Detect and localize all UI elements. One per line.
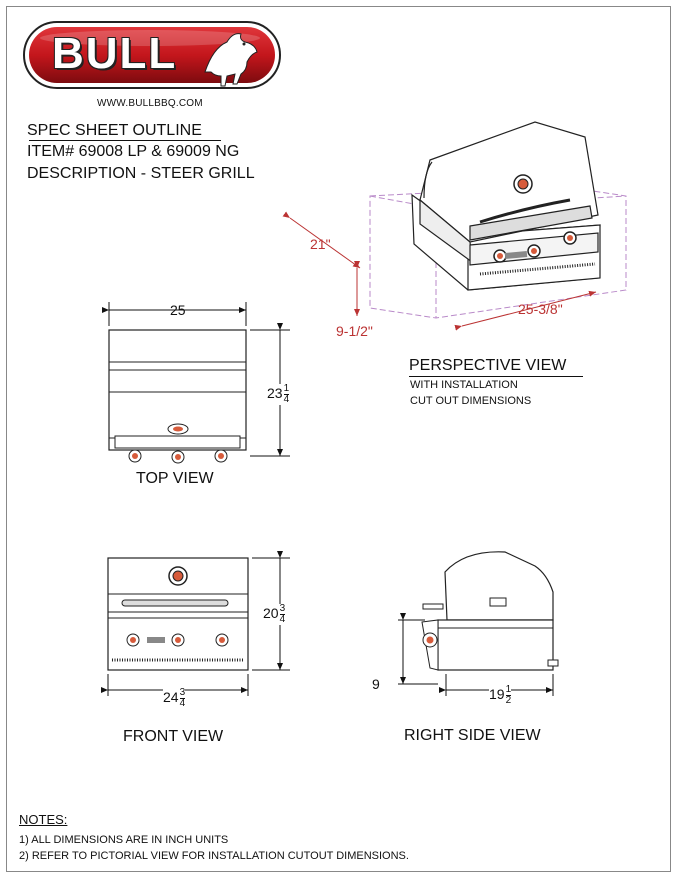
right-side-view-label: RIGHT SIDE VIEW (404, 727, 541, 744)
perspective-view-drawing (290, 122, 626, 326)
note-item-2: 2) REFER TO PICTORIAL VIEW FOR INSTALLATION CUTOUT DIMENSIONS. (19, 850, 409, 862)
perspective-width-dimension: 25-3/8" (518, 301, 563, 317)
spec-sheet-title: SPEC SHEET OUTLINE (27, 122, 202, 139)
top-width-dimension: 25 (170, 302, 186, 318)
front-width-dimension: 24 $\frac{3}{4}$ (163, 687, 186, 709)
right-height-dimension: 9 (372, 676, 380, 692)
front-view-drawing (108, 558, 290, 696)
perspective-height-dimension: 9-1/2" (336, 323, 373, 339)
right-width-dimension: 19 $\frac{1}{2}$ (489, 684, 512, 706)
website-url[interactable]: WWW.BULLBBQ.COM (97, 98, 203, 109)
top-view-label: TOP VIEW (136, 470, 214, 487)
logo-text: BULL (52, 29, 178, 78)
item-number: ITEM# 69008 LP & 69009 NG (27, 143, 240, 160)
top-height-dimension: 23 $\frac{1}{4}$ (267, 383, 290, 405)
notes-title: NOTES: (19, 812, 68, 827)
top-view-drawing (109, 302, 290, 463)
note-item-1: 1) ALL DIMENSIONS ARE IN INCH UNITS (19, 834, 229, 846)
description: DESCRIPTION - STEER GRILL (27, 165, 255, 182)
perspective-subtitle-2: CUT OUT DIMENSIONS (410, 395, 532, 407)
front-height-dimension: 20 $\frac{3}{4}$ (263, 603, 286, 625)
front-view-label: FRONT VIEW (123, 728, 224, 745)
perspective-view-label: PERSPECTIVE VIEW (409, 357, 567, 374)
perspective-subtitle-1: WITH INSTALLATION (410, 379, 518, 391)
perspective-depth-dimension: 21" (310, 236, 331, 252)
right-side-view-drawing (398, 552, 558, 696)
